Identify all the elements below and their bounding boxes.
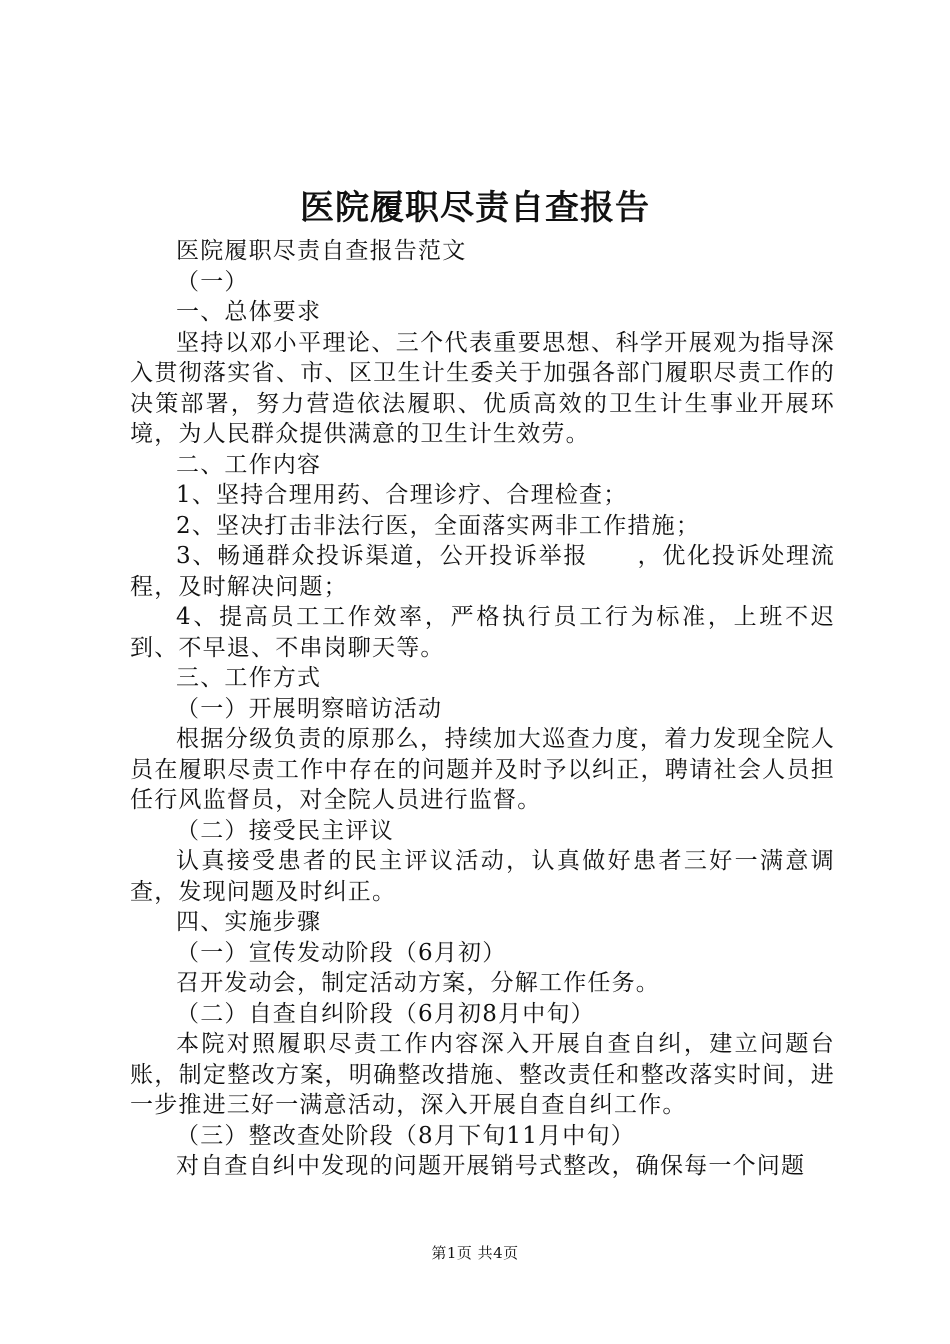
subheading-stage-1: （一）宣传发动阶段（6月初） [176,939,507,966]
list-item-content-2: 2、坚决打击非法行医，全面落实两非工作措施； [176,512,701,539]
paragraph-stage-1: 召开发动会，制定活动方案，分解工作任务。 [176,970,660,996]
heading-implementation-steps: 四、实施步骤 [176,909,322,935]
page-number-footer: 第1页 共4页 [431,1244,519,1262]
paragraph-evaluation: 认真接受患者的民主评议活动，认真做好患者三好一满意调查，发现问题及时纠正。 [130,848,835,905]
heading-work-methods: 三、工作方式 [176,665,322,691]
paragraph-stage-3: 对自查自纠中发现的问题开展销号式整改，确保每一个问题 [176,1153,806,1179]
subheading-inspection: （一）开展明察暗访活动 [176,695,443,722]
heading-work-content: 二、工作内容 [176,451,322,478]
paragraph-subtitle: 医院履职尽责自查报告范文 [176,238,467,264]
list-item-content-4: 4、提高员工工作效率，严格执行员工行为标准，上班不迟到、不早退、不串岗聊天等。 [130,604,835,661]
document-title: 医院履职尽责自查报告 [300,188,650,228]
paragraph-inspection: 根据分级负责的原那么，持续加大巡查力度，着力发现全院人员在履职尽责工作中存在的问题并及时予以纠正，聘请社会人员担任行风监督员，对全院人员进行监督。 [130,726,835,813]
subheading-evaluation: （二）接受民主评议 [176,817,394,844]
list-item-content-1: 1、坚持合理用药、合理诊疗、合理检查； [176,482,628,508]
heading-general-requirements: 一、总体要求 [176,299,322,325]
document-body [130,236,835,1182]
paragraph-stage-2: 本院对照履职尽责工作内容深入开展自查自纠，建立问题台账，制定整改方案，明确整改措施、整改责任和整改落实时间，进一步推进三好一满意活动，深入开展自查自纠工作。 [130,1031,835,1118]
paragraph-section-number: （一） [176,268,249,295]
list-item-content-3: 3、畅通群众投诉渠道，公开投诉举报 ，优化投诉处理流程，及时解决问题； [130,543,835,600]
subheading-stage-2: （二）自查自纠阶段（6月初8月中旬） [176,1000,595,1027]
paragraph-general-requirements: 坚持以邓小平理论、三个代表重要思想、科学开展观为指导深入贯彻落实省、市、区卫生计生委关于加强各部门履职尽责工作的决策部署，努力营造依法履职、优质高效的卫生计生事业开展环境，为人民群众提供满意的卫生计生效劳。 [130,329,835,447]
subheading-stage-3: （三）整改查处阶段（8月下旬11月中旬） [176,1122,635,1149]
